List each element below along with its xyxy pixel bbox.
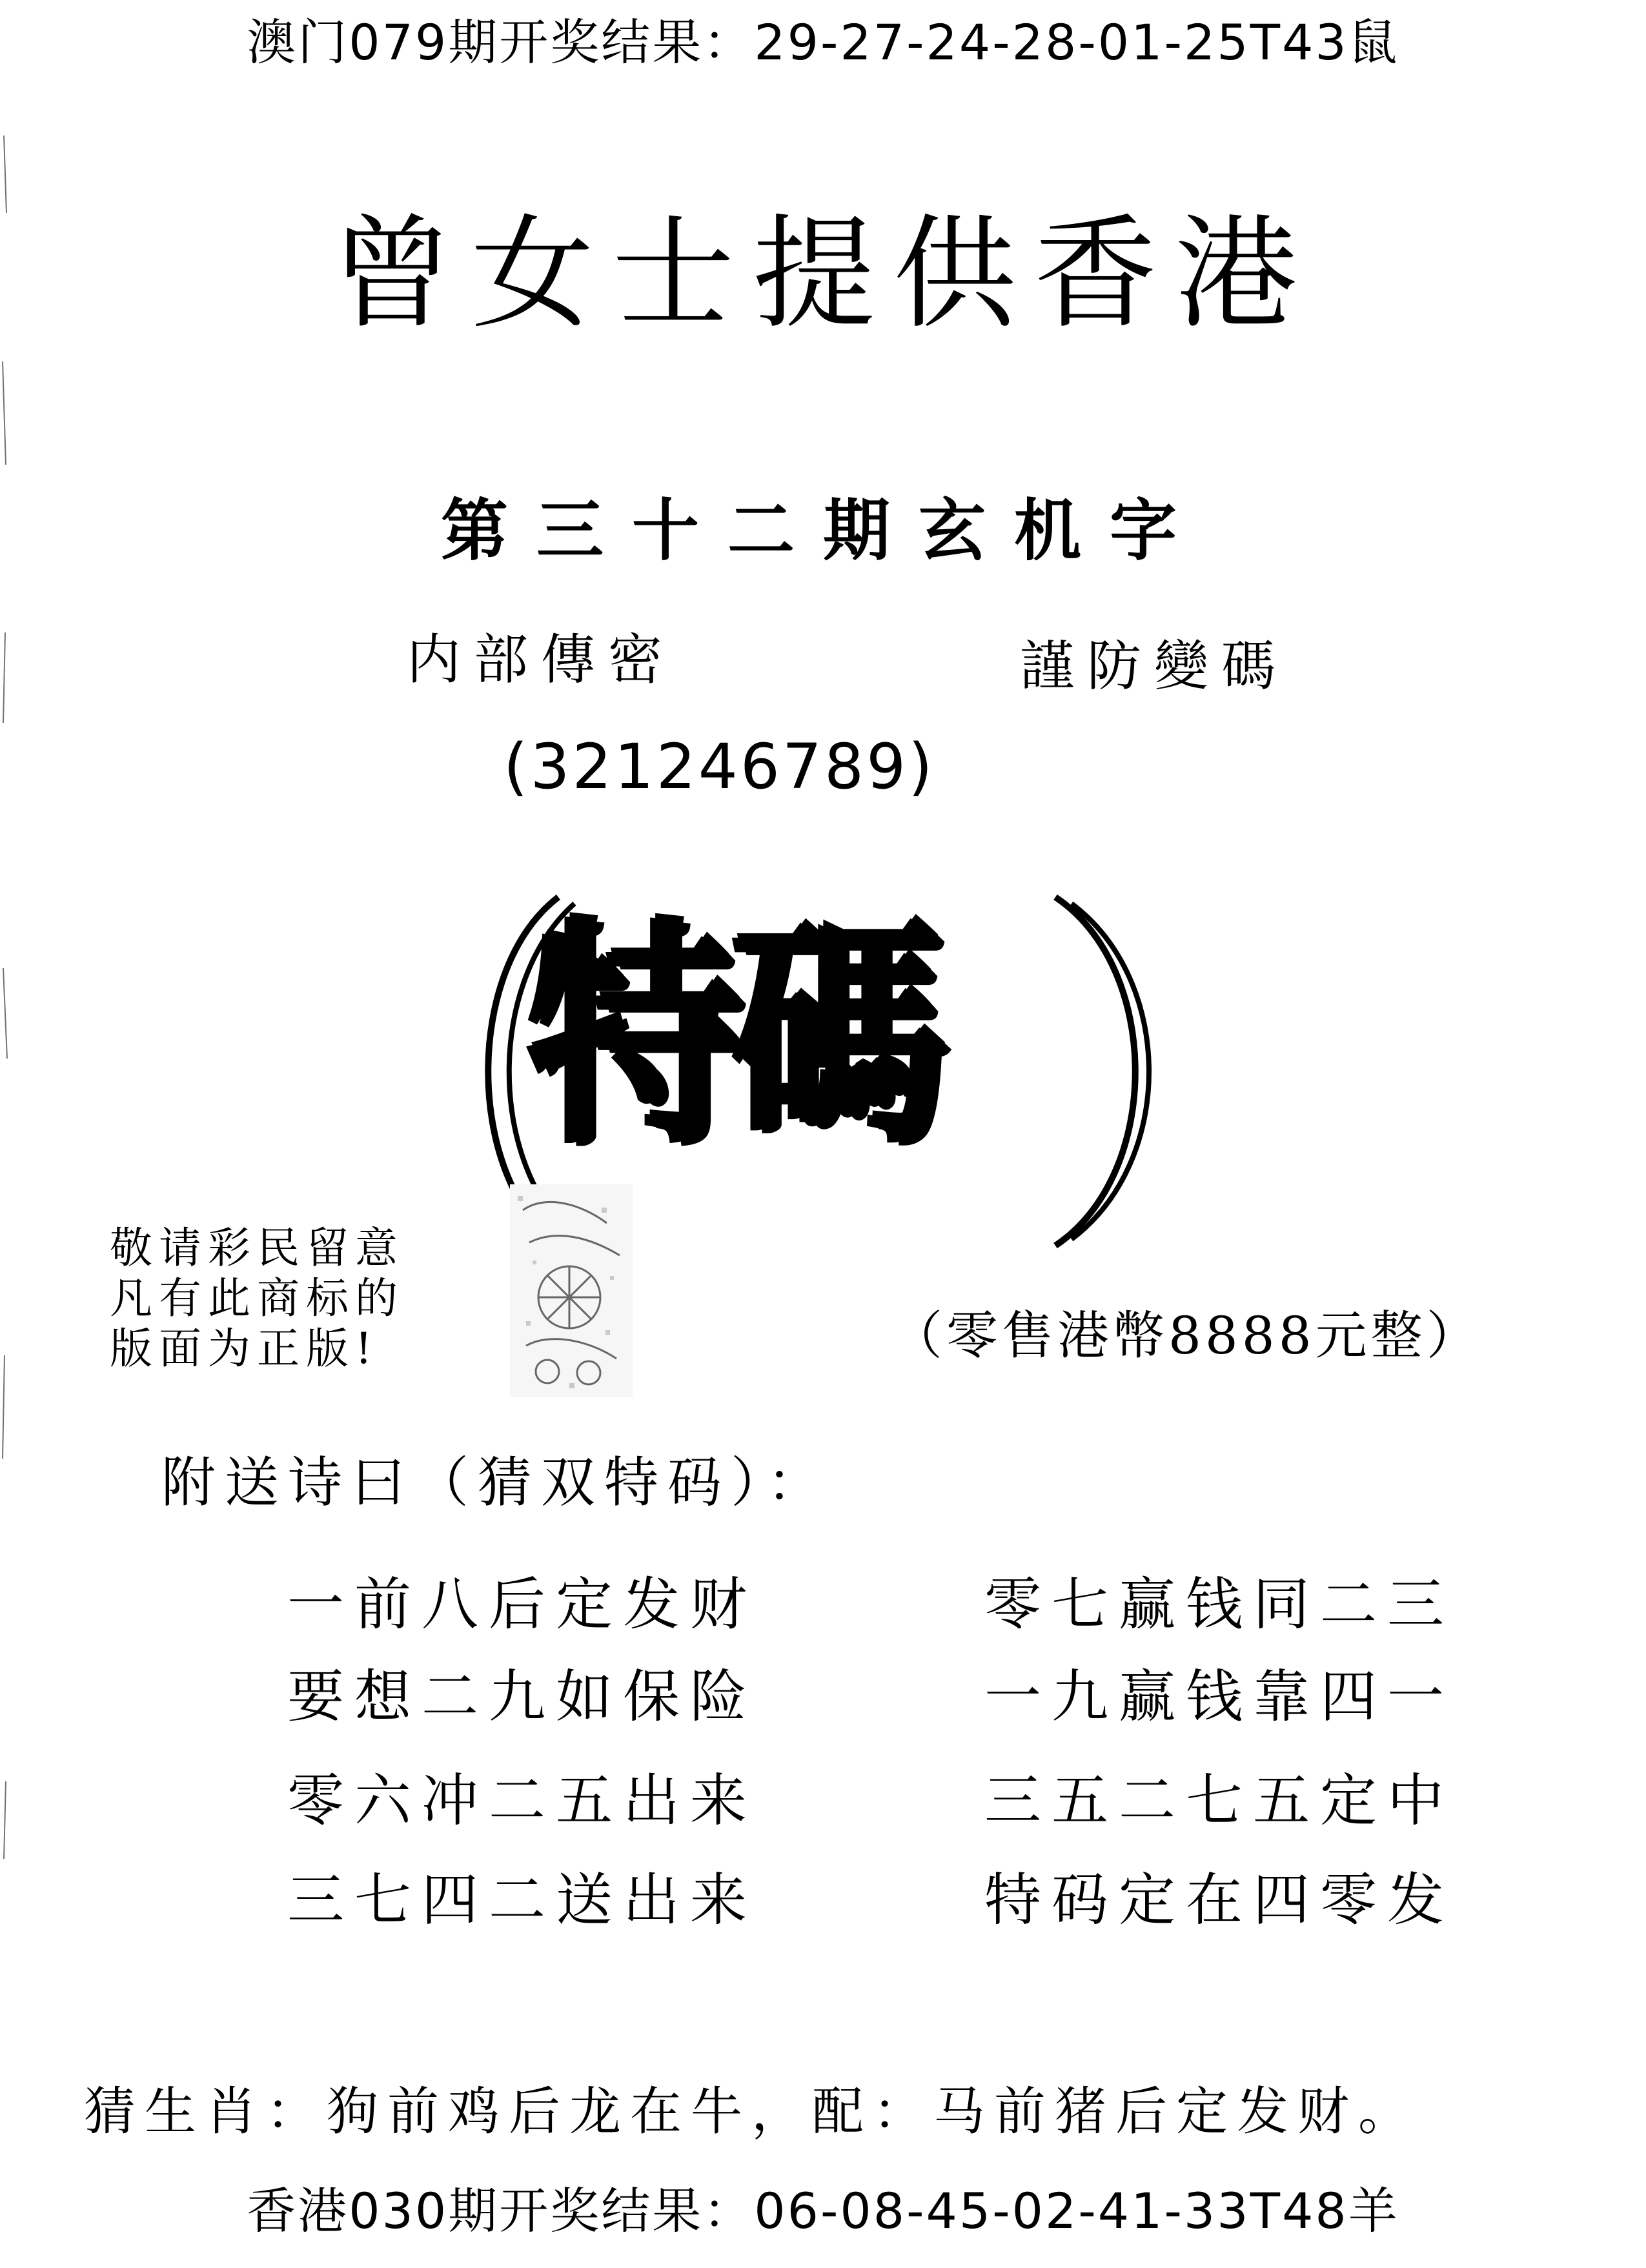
retail-price: （零售港幣8888元整）	[891, 1306, 1482, 1366]
poem-line-left: 一前八后定发财	[287, 1571, 758, 1637]
poem-line-right: 一九赢钱靠四一	[984, 1663, 1455, 1730]
internal-secret-note: 内部傳密	[407, 628, 676, 691]
right-parenthesis-graphic	[1046, 891, 1188, 1252]
trademark-emblem	[510, 1184, 633, 1397]
poem-line-left: 三七四二送出来	[287, 1867, 758, 1933]
special-code-heading: 特碼	[529, 892, 937, 1173]
macau-result-banner: 澳门079期开奖结果：29-27-24-28-01-25T43鼠	[247, 14, 1399, 71]
beware-counterfeit-note: 謹防變碼	[1020, 634, 1289, 698]
notice-line: 凡有此商标的	[110, 1273, 404, 1323]
code-number: (321246789)	[503, 731, 935, 803]
hong-kong-result-banner: 香港030期开奖结果：06-08-45-02-41-33T48羊	[247, 2182, 1399, 2240]
poem-line-right: 三五二七五定中	[984, 1767, 1455, 1834]
poem-line-left: 零六冲二五出来	[287, 1767, 758, 1834]
main-title: 曾女士提供香港	[330, 203, 1316, 345]
trademark-notice	[110, 1223, 404, 1374]
left-edge-scan-noise	[0, 0, 26, 2265]
poem-line-right: 特码定在四零发	[984, 1867, 1455, 1933]
issue-title: 第三十二期玄机字	[440, 491, 1205, 570]
notice-line: 版面为正版!	[110, 1324, 379, 1373]
poem-line-left: 要想二九如保险	[287, 1663, 758, 1730]
poem-line-right: 零七赢钱同二三	[984, 1571, 1455, 1637]
poem-title: 附送诗曰（猜双特码）：	[161, 1451, 831, 1514]
notice-line: 敬请彩民留意	[110, 1223, 404, 1273]
zodiac-guess: 猜生肖：狗前鸡后龙在牛，配：马前猪后定发财。	[84, 2081, 1419, 2141]
